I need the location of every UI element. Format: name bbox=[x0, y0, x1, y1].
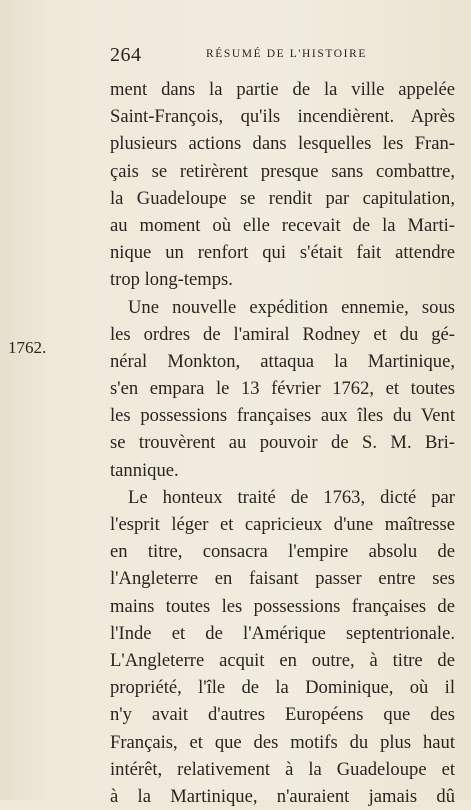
text-line: les ordres de l'amiral Rodney et du gé- bbox=[110, 323, 455, 345]
text-line: tannique. bbox=[110, 459, 179, 481]
paragraph-start-line: Une nouvelle expédition ennemie, sous bbox=[128, 296, 455, 318]
text-line: propriété, l'île de la Dominique, où il bbox=[110, 677, 455, 699]
page-header bbox=[110, 44, 455, 66]
text-line: les possessions françaises aux îles du Vent bbox=[110, 405, 455, 427]
text-line: l'Angleterre en faisant passer entre ses bbox=[110, 568, 455, 590]
text-line: se trouvèrent au pouvoir de S. M. Bri- bbox=[110, 432, 455, 454]
text-line: en titre, consacra l'empire absolu de bbox=[110, 541, 455, 563]
text-line: l'esprit léger et capricieux d'une maîtresse bbox=[110, 514, 455, 535]
body-text bbox=[110, 76, 455, 810]
text-line: Saint-François, qu'ils incendièrent. Après bbox=[110, 106, 455, 128]
text-line: nique un renfort qui s'était fait attendre bbox=[110, 242, 455, 264]
text-line: l'Inde et de l'Amérique septentrionale. bbox=[110, 622, 455, 644]
text-line: L'Angleterre acquit en outre, à titre de bbox=[110, 649, 455, 671]
text-line: n'y avait d'autres Européens que des bbox=[110, 704, 455, 726]
margin-date-note: 1762. bbox=[8, 338, 47, 357]
paragraph-start-line: Le honteux traité de 1763, dicté par bbox=[128, 486, 455, 508]
text-line: la Guadeloupe se rendit par capitulation, bbox=[110, 187, 455, 209]
text-line: çais se retirèrent presque sans combattre, bbox=[110, 160, 455, 182]
text-line: au moment où elle recevait de la Marti- bbox=[110, 214, 455, 236]
text-line: ment dans la partie de la ville appelée bbox=[110, 79, 455, 100]
text-line: Français, et que des motifs du plus haut bbox=[110, 731, 455, 753]
text-line: à la Martinique, n'auraient jamais dû bbox=[110, 785, 455, 807]
text-line: mains toutes les possessions françaises de bbox=[110, 595, 455, 617]
text-line: plusieurs actions dans lesquelles les Fran- bbox=[110, 133, 455, 155]
text-line: s'en empara le 13 février 1762, et toutes bbox=[110, 378, 455, 400]
text-line: trop long-temps. bbox=[110, 269, 233, 291]
text-line: néral Monkton, attaqua la Martinique, bbox=[110, 350, 455, 372]
text-line: intérêt, relativement à la Guadeloupe et bbox=[110, 758, 455, 780]
page-number: 264 bbox=[110, 44, 142, 66]
running-head: RÉSUMÉ DE L'HISTOIRE bbox=[206, 48, 367, 60]
